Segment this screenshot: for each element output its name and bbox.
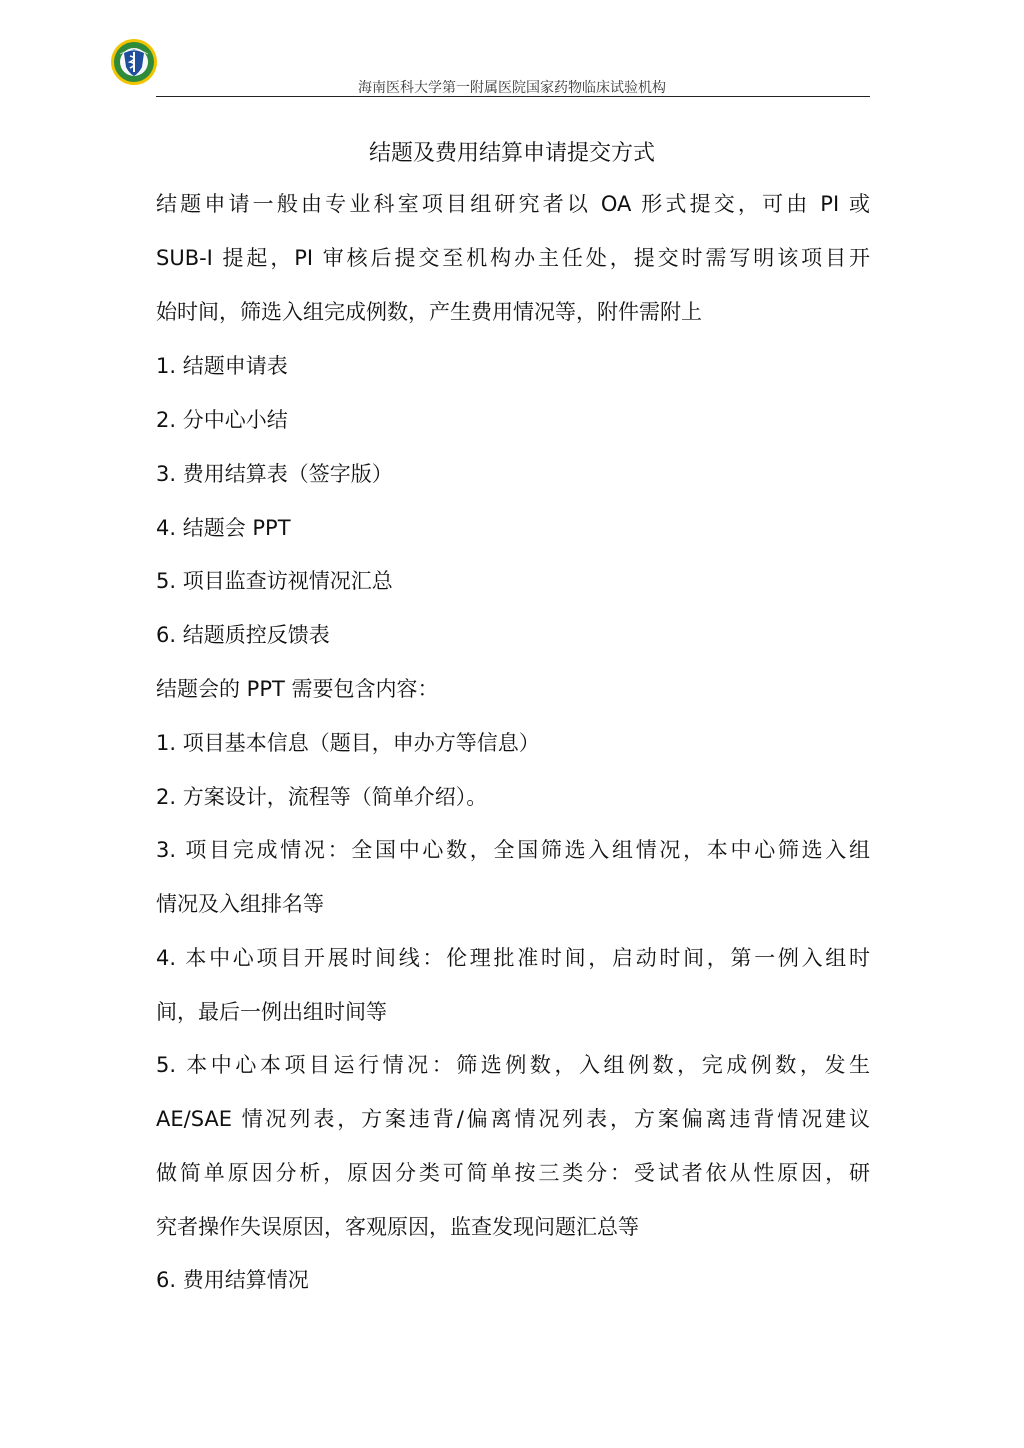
paragraph-line: SUB-I 提起，PI 审核后提交至机构办主任处，提交时需写明该项目开 <box>156 246 870 270</box>
list-item-continuation: 究者操作失误原因，客观原因，监查发现问题汇总等 <box>156 1215 639 1239</box>
section-heading: 结题会的 PPT 需要包含内容： <box>156 677 439 701</box>
list-item: 1. 结题申请表 <box>156 354 288 378</box>
header-institution: 海南医科大学第一附属医院国家药物临床试验机构 <box>358 80 666 96</box>
list-item-continuation: 间，最后一例出组时间等 <box>156 1000 387 1024</box>
document-title: 结题及费用结算申请提交方式 <box>368 141 655 166</box>
list-item: 6. 费用结算情况 <box>156 1268 309 1292</box>
list-item: 1. 项目基本信息（题目，申办方等信息） <box>156 731 540 755</box>
list-item: 4. 结题会 PPT <box>156 516 291 540</box>
list-item: 5. 项目监查访视情况汇总 <box>156 569 393 593</box>
list-item: 6. 结题质控反馈表 <box>156 623 330 647</box>
header-divider <box>156 96 870 97</box>
paragraph-line: 始时间，筛选入组完成例数，产生费用情况等，附件需附上 <box>156 300 702 324</box>
list-item: 4. 本中心项目开展时间线：伦理批准时间，启动时间，第一例入组时 <box>156 946 870 970</box>
list-item: 5. 本中心本项目运行情况：筛选例数，入组例数，完成例数，发生 <box>156 1053 870 1077</box>
hospital-logo-icon <box>110 38 158 86</box>
list-item-continuation: AE/SAE 情况列表，方案违背/偏离情况列表，方案偏离违背情况建议 <box>156 1107 870 1131</box>
paragraph-line: 结题申请一般由专业科室项目组研究者以 OA 形式提交，可由 PI 或 <box>156 192 870 216</box>
list-item-continuation: 情况及入组排名等 <box>156 892 324 916</box>
list-item: 3. 项目完成情况：全国中心数，全国筛选入组情况，本中心筛选入组 <box>156 838 870 862</box>
list-item: 2. 分中心小结 <box>156 408 288 432</box>
list-item-continuation: 做简单原因分析，原因分类可简单按三类分：受试者依从性原因，研 <box>156 1161 870 1185</box>
list-item: 2. 方案设计，流程等（简单介绍）。 <box>156 785 488 809</box>
list-item: 3. 费用结算表（签字版） <box>156 462 393 486</box>
